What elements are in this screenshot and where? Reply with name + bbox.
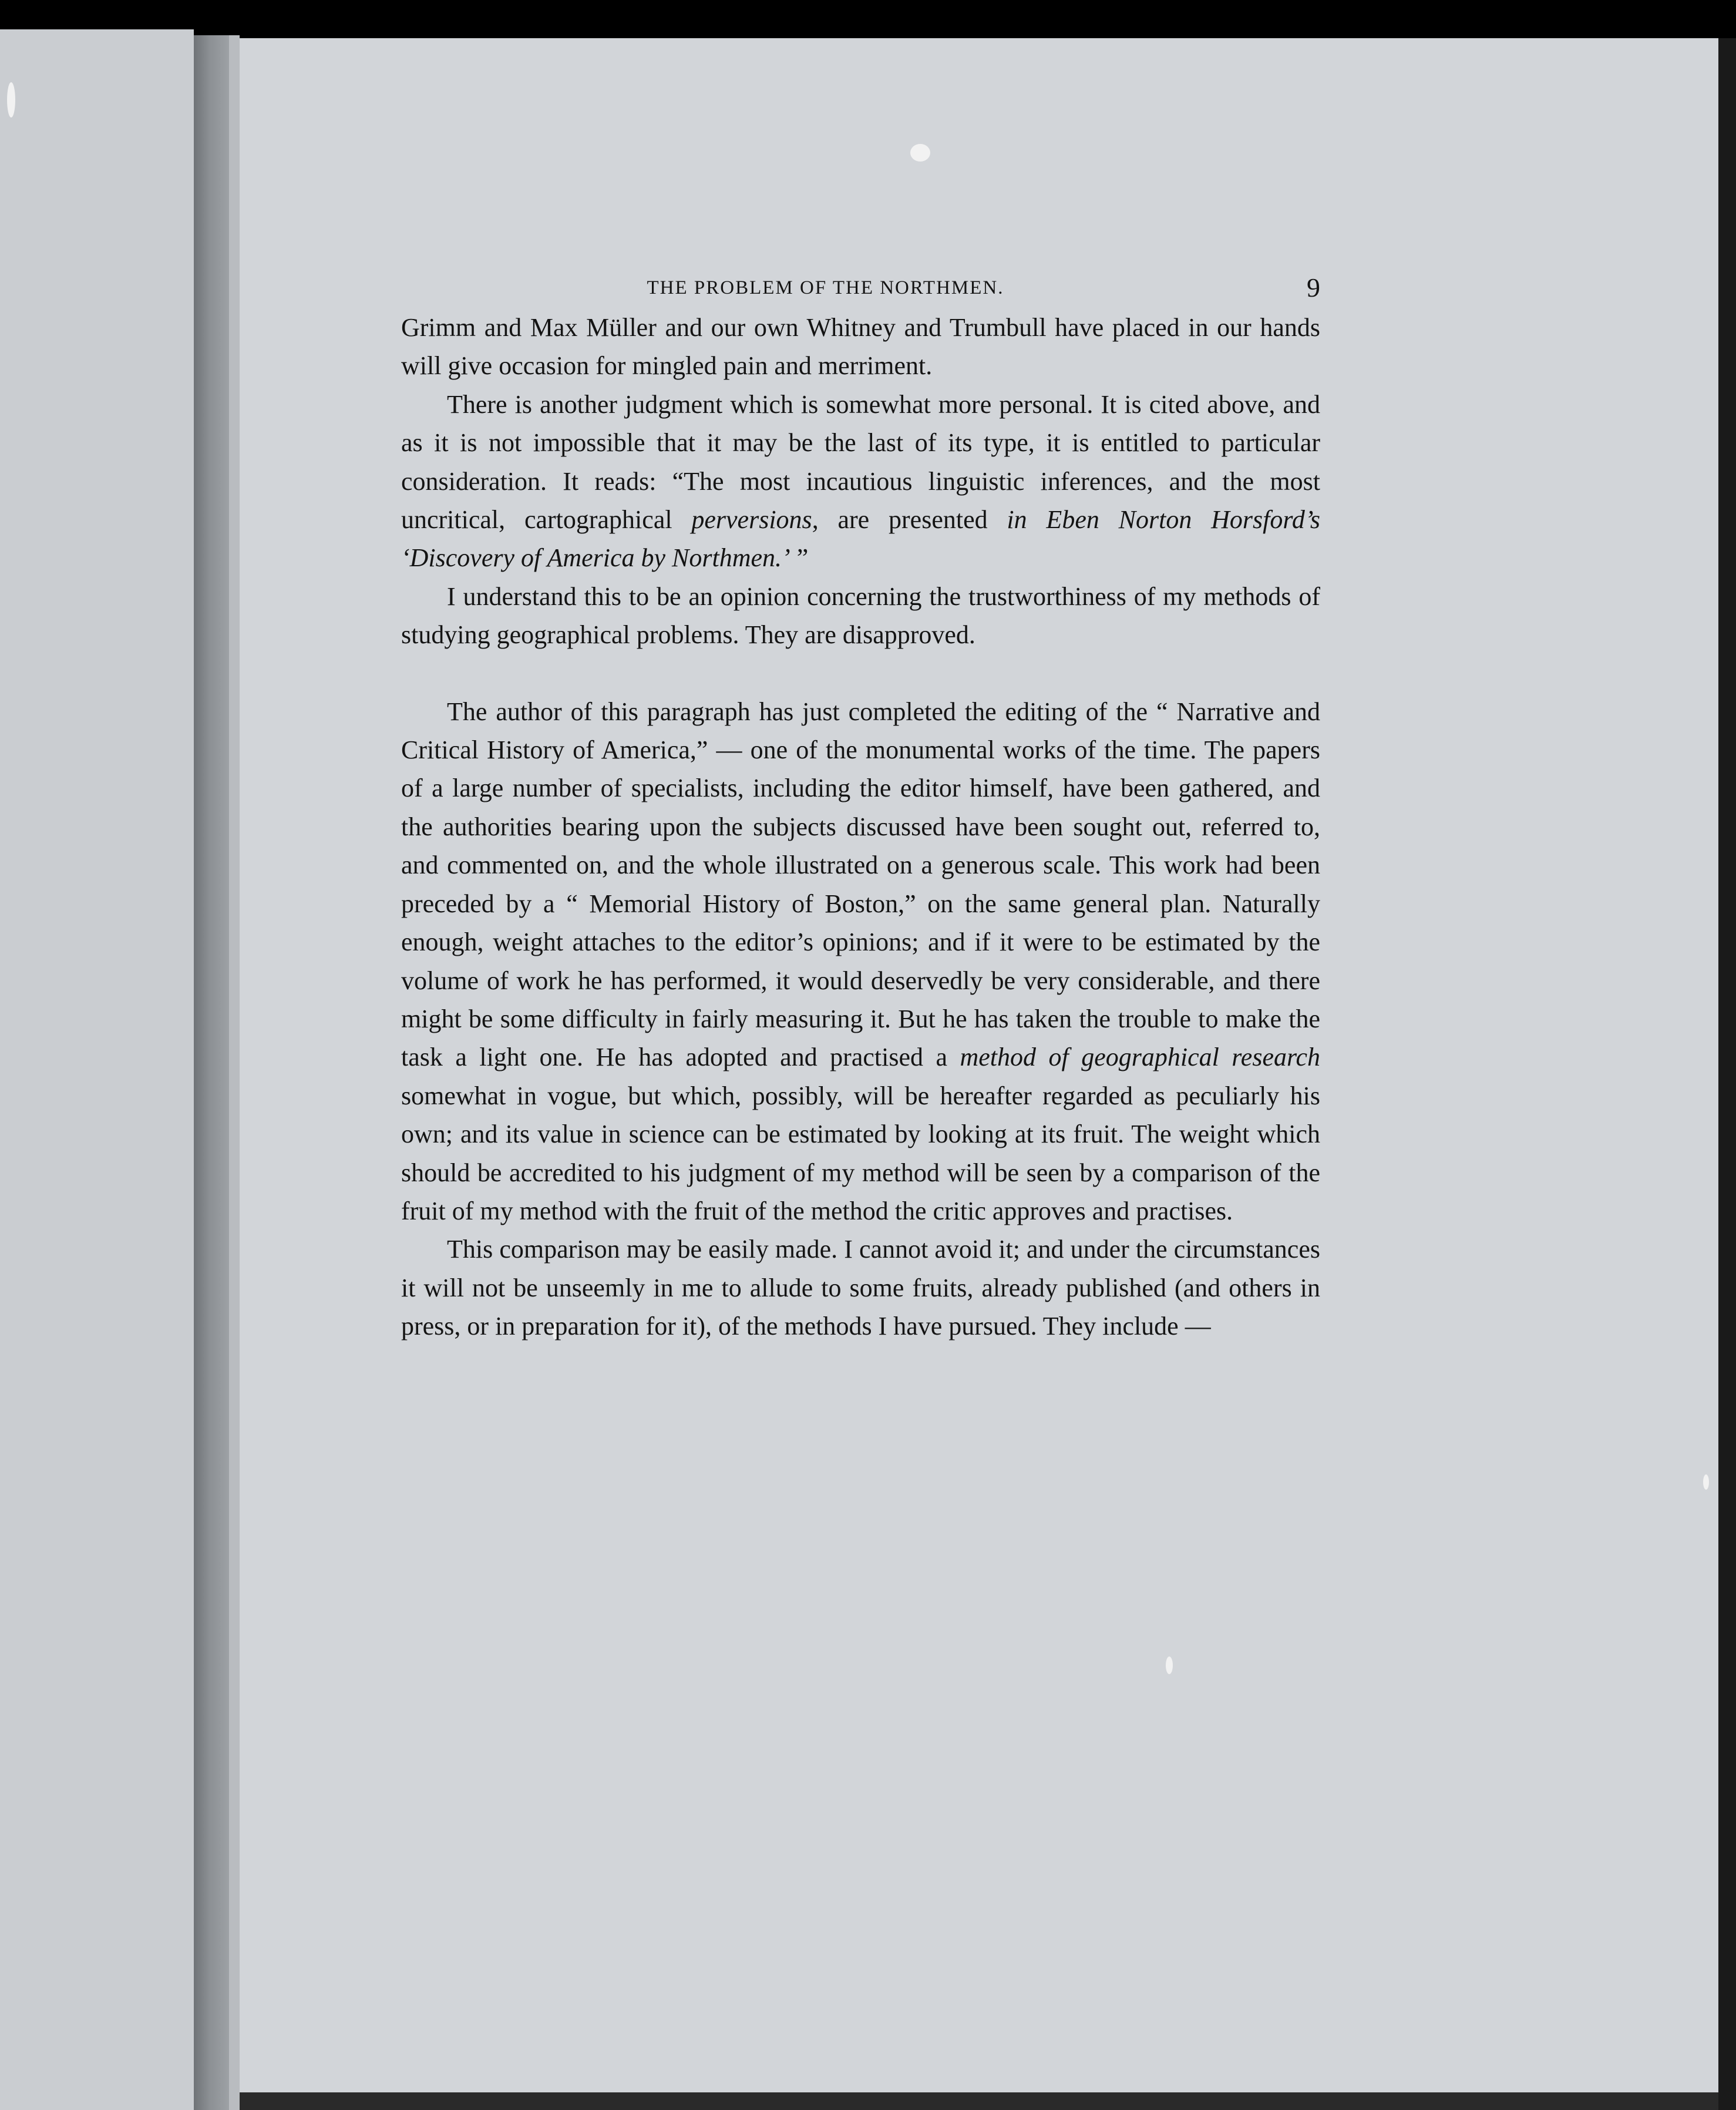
running-head [401, 267, 1320, 308]
text-run: There is another judgment which is somewhat more personal. It is cited above, and as it is not impossible that it may be the last of its type, it is entitled to particular consideration. It reads: “The most incautious linguistic inferences, and the most uncritical, cartographical [401, 389, 1320, 535]
paragraph-gap [401, 654, 1320, 693]
facing-page-edge [0, 29, 194, 2110]
text-run: I understand this to be an opinion concerning the trustworthiness of my methods of studying geographical problems. They are disapproved. [401, 582, 1320, 650]
gutter-edge [229, 35, 240, 2110]
text-run: , are presented [812, 505, 1007, 535]
text-run: somewhat in vogue, but which, possibly, will be hereafter regarded as peculiarly his own; and its value in science can be estimated by looking at its fruit. The weight which should be accredited to his judgment of my method will be seen by a comparison of the fruit of my method with the fruit of the method the critic approves and practises. [401, 1081, 1320, 1225]
page-shadow [1718, 38, 1736, 2110]
text-run: The author of this paragraph has just completed the editing of the “ Narrative and Critical History of America,” — one of the monumental works of the time. The papers of a large number of specialists, including the editor himself, have been gathered, and the authorities bearing upon the subjects discussed have been sought out, referred to, and commented on, and the whole illustrated on a generous scale. This work had been preceded by a “ Memorial History of Boston,” on the same general plan. Naturally enough, weight attaches to the editor’s opinions; and if it were to be estimated by the volume of work he has performed, it would deservedly be very considerable, and there might be some difficulty in fairly measuring it. But he has taken the trouble to make the task a light one. He has adopted and practised a [401, 697, 1320, 1072]
paragraph [401, 308, 1320, 385]
dust-speck [7, 82, 15, 117]
italic-text: method of geographical research [960, 1043, 1320, 1072]
dust-speck [1166, 1657, 1173, 1674]
text-run: This comparison may be easily made. I cannot avoid it; and under the circumstances it will not be unseemly in me to allude to some fruits, already published (and others in press, or in preparation for it), of the methods I have pursued. They include — [401, 1235, 1320, 1341]
page-bottom-edge [240, 2092, 1718, 2110]
italic-text: perversions [691, 505, 812, 535]
paragraph [401, 1230, 1320, 1345]
dust-speck [1703, 1474, 1709, 1490]
page-number: 9 [1307, 273, 1320, 303]
paragraph [401, 693, 1320, 1231]
italic-text: in Eben Norton Horsford’s ‘Discovery of America by Northmen.’ [401, 505, 1320, 573]
paragraph [401, 385, 1320, 577]
running-head-title: THE PROBLEM OF THE NORTHMEN. [647, 277, 1004, 298]
text-run: ” [790, 543, 809, 573]
page-text [401, 267, 1320, 1346]
book-gutter [194, 35, 229, 2110]
text-run: Grimm and Max Müller and our own Whitney and Trumbull have placed in our hands will give occasion for mingled pain and merriment. [401, 313, 1320, 381]
paragraph [401, 577, 1320, 654]
dust-speck [910, 144, 930, 162]
body-text [401, 308, 1320, 1346]
